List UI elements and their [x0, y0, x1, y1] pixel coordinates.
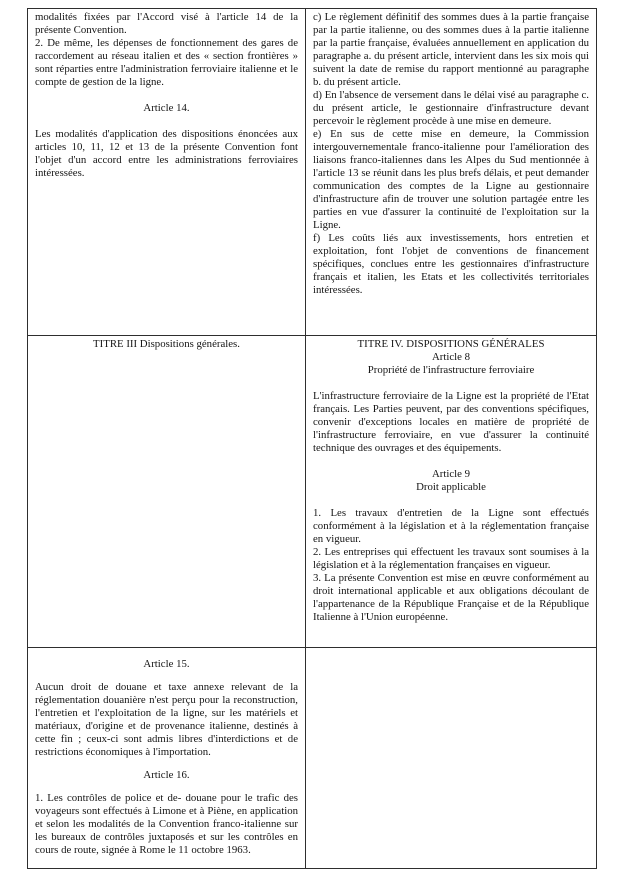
paragraph: 2. Les entreprises qui effectuent les travaux sont soumises à la législation et à la réglementation françaises en vigueur.: [313, 546, 589, 571]
article-subtitle: Propriété de l'infrastructure ferroviaire: [367, 364, 535, 376]
table-row: [28, 648, 597, 869]
paragraph: 3. La présente Convention est mise en œuvre conformément au droit international applicable et aux obligations découlant de l'appartenance de la République Française et de la République Italienne à l'Union européenne.: [313, 572, 589, 623]
paragraph: e) En sus de cette mise en demeure, la Commission intergouvernementale franco-italienne pour l'amélioration des liaisons franco-italiennes dans les Alpes du Sud mentionnée à l'article 13 se réunit dans les plus brefs délais, et peut demander communication des comptes de la Ligne au gestionnaire d'infrastructure afin de trouver une solution partagée entre les parties en vue d'assurer la continuité de l'exploitation sur la Ligne.: [313, 128, 589, 231]
cell-row3-right-empty: [306, 648, 597, 869]
paragraph: Les modalités d'application des dispositions énoncées aux articles 10, 11, 12 et 13 de la présente Convention font l'objet d'un accord entre les administrations ferroviaires intéressées.: [35, 128, 298, 179]
convention-comparison-table: [27, 8, 597, 869]
article-heading: Article 14.: [143, 102, 190, 114]
article-subtitle: Droit applicable: [416, 481, 486, 493]
paragraph: f) Les coûts liés aux investissements, hors entretien et exploitation, font l'objet de conventions de financement spécifiques, conclues entre les gestionnaires d'infrastructure français et italien, les Etats et les collectivités territoriales intéressées.: [313, 232, 589, 296]
table-row: [28, 9, 597, 336]
table-row: [28, 336, 597, 648]
title-heading: TITRE IV. DISPOSITIONS GÉNÉRALES: [357, 338, 545, 350]
paragraph: Aucun droit de douane et taxe annexe relevant de la réglementation douanière n'est perçu pour la reconstruction, l'entretien et l'exploitation de la ligne, sur les matériels et matériaux, d'origine et de provenance italienne, destinés à cette fin ; ceux-ci sont admis libres d'interdictions et de restrictions économiques à l'importation.: [35, 681, 298, 758]
cell-row1-right: [306, 9, 597, 336]
cell-row3-left: [28, 648, 306, 869]
article-heading: Article 9: [431, 468, 471, 480]
paragraph: 1. Les contrôles de police et de- douane pour le trafic des voyageurs sont effectués à Limone et à Piène, en application et selon les modalités de la Convention franco-italienne sur les bureaux de contrôles juxtaposés et sur les contrôles en cours de route, signée à Rome le 11 octobre 1963.: [35, 792, 298, 856]
paragraph: L'infrastructure ferroviaire de la Ligne est la propriété de l'Etat français. Les Parties peuvent, par des conventions spécifiques, convenir d'exceptions locales en matière de propriété de l'infrastructure ferroviaire, en vue d'assurer la continuité technique des ouvrages et des équipements.: [313, 390, 589, 454]
article-heading: Article 16.: [143, 769, 190, 781]
cell-row2-right: [306, 336, 597, 648]
article-heading: Article 15.: [143, 658, 190, 670]
article-heading: Article 8: [431, 351, 471, 363]
paragraph: 2. De même, les dépenses de fonctionnement des gares de raccordement au réseau italien et des « section frontières » sont réparties entre l'administration ferroviaire italienne et le compte de gestion de la ligne.: [35, 37, 298, 88]
title-heading: TITRE III Dispositions générales.: [93, 338, 240, 350]
paragraph: c) Le règlement définitif des sommes dues à la partie française par la partie italienne, ou des sommes dues à la partie italienne par la partie française, évaluées annuellement en application du paragraphe a. du présent article, intervient dans les six mois qui suivent la date de remise du rapport mentionné au paragraphe b. du présent article.: [313, 11, 589, 88]
paragraph: modalités fixées par l'Accord visé à l'article 14 de la présente Convention.: [35, 11, 298, 36]
cell-row1-left: [28, 9, 306, 336]
cell-row2-left: [28, 336, 306, 648]
paragraph: d) En l'absence de versement dans le délai visé au paragraphe c. du présent article, le gestionnaire d'infrastructure devant percevoir le règlement procède à une mise en demeure.: [313, 89, 589, 127]
paragraph: 1. Les travaux d'entretien de la Ligne sont effectués conformément à la législation et à la réglementation française en vigueur.: [313, 507, 589, 545]
